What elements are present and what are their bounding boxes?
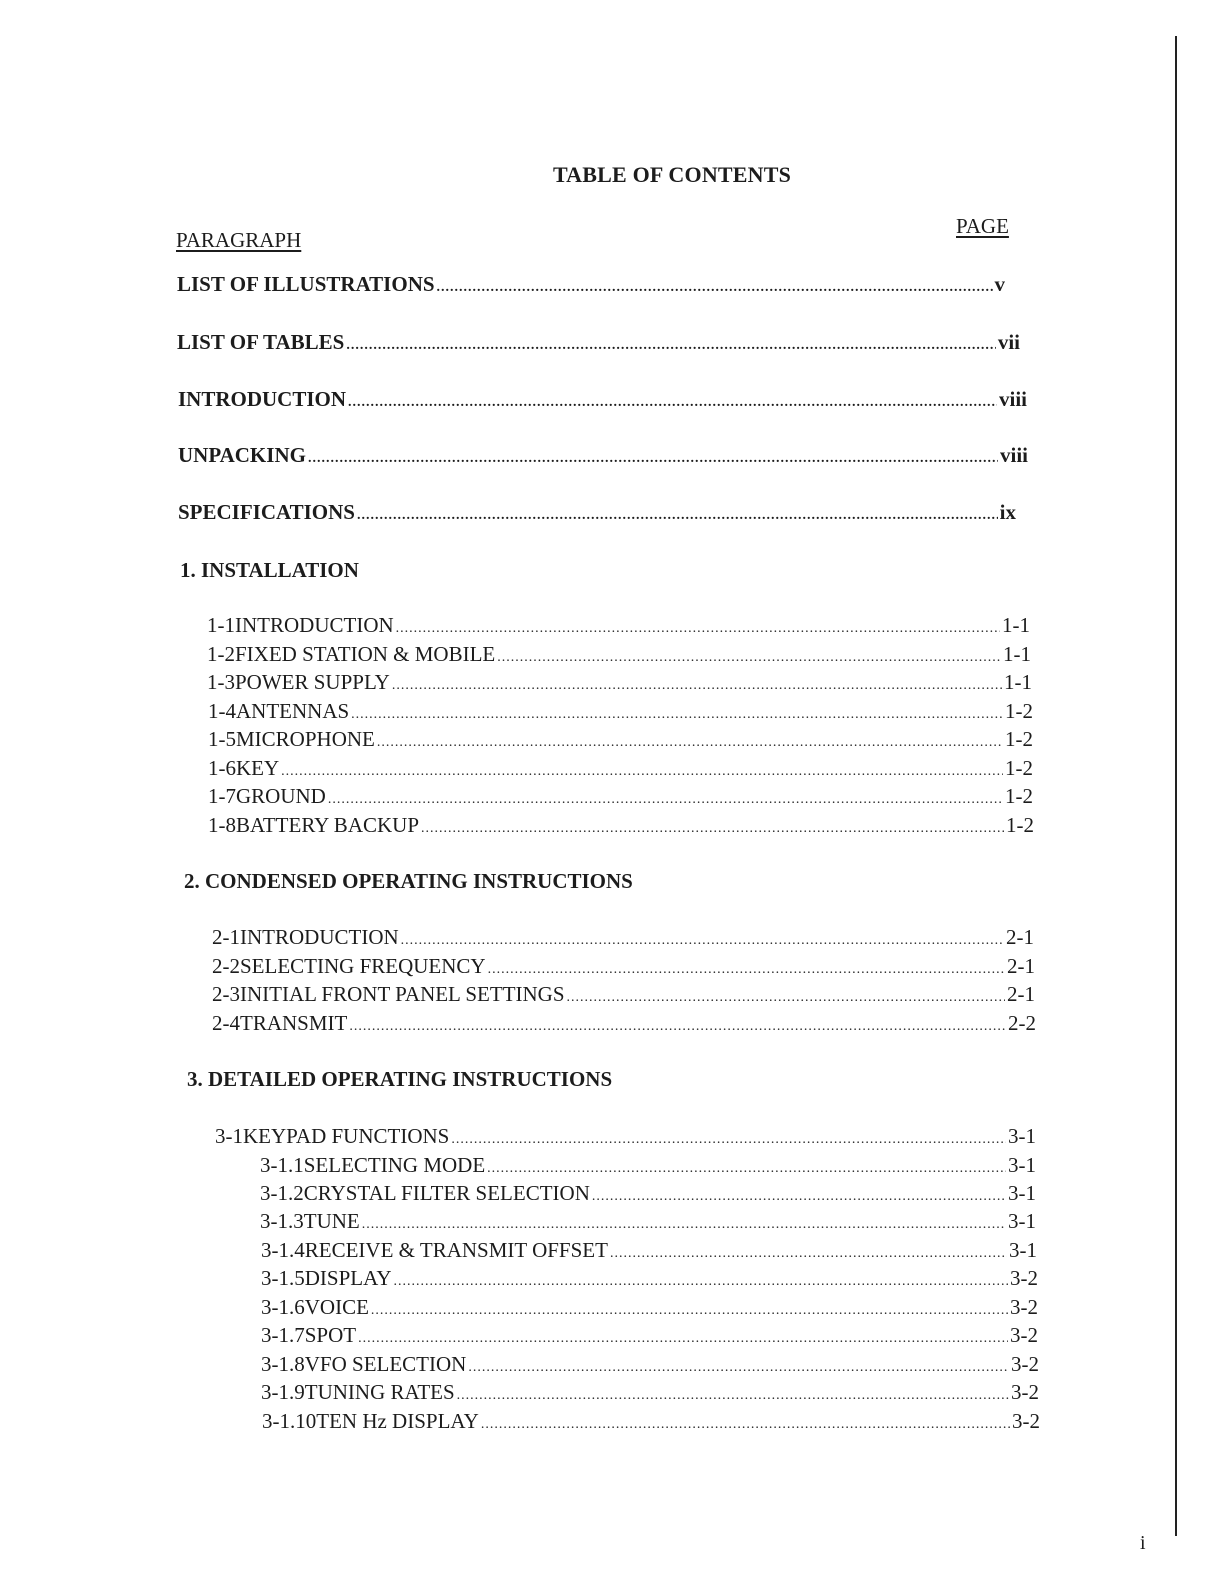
toc-subentry bbox=[208, 699, 1033, 724]
leader-dots bbox=[401, 934, 1004, 948]
toc-entry-number: 3-1 bbox=[215, 1124, 243, 1148]
toc-entry-label: CRYSTAL FILTER SELECTION bbox=[303, 1181, 590, 1205]
toc-subentry bbox=[208, 727, 1033, 752]
toc-entry-introduction bbox=[178, 387, 1027, 412]
toc-entry-label: TUNE bbox=[303, 1209, 360, 1233]
toc-subentry bbox=[207, 670, 1032, 695]
toc-entry-page: 1-1 bbox=[1002, 613, 1030, 637]
toc-entry-number: 1-7 bbox=[208, 784, 236, 808]
leader-dots bbox=[392, 679, 1002, 693]
toc-entry-page: 3-1 bbox=[1008, 1153, 1036, 1177]
toc-entry-page: 3-1 bbox=[1008, 1209, 1036, 1233]
toc-entry-number: 1-3 bbox=[207, 670, 235, 694]
toc-entry-page: 1-2 bbox=[1005, 784, 1033, 808]
toc-entry-label: LIST OF ILLUSTRATIONS bbox=[177, 272, 435, 296]
leader-dots bbox=[371, 1304, 1008, 1318]
toc-entry-page: 2-1 bbox=[1006, 925, 1034, 949]
toc-entry-label: SPECIFICATIONS bbox=[178, 500, 355, 524]
toc-entry-label: INTRODUCTION bbox=[240, 925, 399, 949]
leader-dots bbox=[357, 509, 998, 523]
toc-subsubentry bbox=[261, 1380, 1039, 1405]
toc-entry-number: 2-2 bbox=[212, 954, 240, 978]
toc-entry-page: 1-2 bbox=[1006, 813, 1034, 837]
toc-subsubentry bbox=[260, 1153, 1036, 1178]
toc-entry-number: 1-1 bbox=[207, 613, 235, 637]
toc-entry-list-of-illustrations bbox=[177, 272, 1005, 297]
leader-dots bbox=[394, 1275, 1009, 1289]
section-heading-installation: 1. INSTALLATION bbox=[180, 558, 359, 582]
toc-entry-number: 3-1.5 bbox=[261, 1266, 305, 1290]
leader-dots bbox=[468, 1361, 1009, 1375]
toc-entry-number: 3-1.3 bbox=[260, 1209, 304, 1233]
toc-subsubentry bbox=[261, 1295, 1038, 1320]
toc-entry-page: 1-1 bbox=[1003, 642, 1031, 666]
toc-entry-label: INTRODUCTION bbox=[178, 387, 347, 411]
toc-subsubentry bbox=[261, 1266, 1038, 1291]
paragraph-column-header: PARAGRAPH bbox=[176, 228, 302, 252]
toc-subsubentry bbox=[261, 1323, 1038, 1348]
toc-subentry bbox=[212, 925, 1034, 950]
toc-entry-label: TEN Hz DISPLAY bbox=[316, 1409, 479, 1433]
toc-subentry bbox=[208, 756, 1033, 781]
toc-entry-label: MICROPHONE bbox=[236, 727, 375, 751]
toc-entry-number: 3-1.9 bbox=[261, 1380, 305, 1404]
toc-entry-label: DISPLAY bbox=[304, 1266, 392, 1290]
leader-dots bbox=[377, 736, 1003, 750]
toc-entry-number: 3-1.10 bbox=[262, 1409, 317, 1433]
toc-entry-number: 1-2 bbox=[207, 642, 235, 666]
leader-dots bbox=[396, 622, 1000, 636]
toc-entry-label: GROUND bbox=[236, 784, 326, 808]
leader-dots bbox=[437, 281, 993, 295]
toc-entry-page: 2-2 bbox=[1008, 1011, 1036, 1035]
leader-dots bbox=[488, 963, 1005, 977]
toc-entry-label: POWER SUPPLY bbox=[235, 670, 390, 694]
toc-subentry bbox=[212, 982, 1035, 1007]
toc-entry-page: 1-2 bbox=[1005, 756, 1033, 780]
toc-subsubentry bbox=[260, 1181, 1036, 1206]
toc-entry-page: 3-2 bbox=[1010, 1323, 1038, 1347]
toc-entry-label: UNPACKING bbox=[178, 443, 306, 467]
toc-subentry bbox=[212, 1011, 1036, 1036]
toc-entry-label: INTRODUCTION bbox=[235, 613, 394, 637]
toc-entry-page: 3-2 bbox=[1010, 1266, 1038, 1290]
toc-entry-number: 1-4 bbox=[208, 699, 236, 723]
leader-dots bbox=[497, 651, 1001, 665]
toc-entry-label: INITIAL FRONT PANEL SETTINGS bbox=[240, 982, 565, 1006]
leader-dots bbox=[328, 793, 1003, 807]
toc-entry-number: 1-6 bbox=[208, 756, 236, 780]
toc-entry-label: RECEIVE & TRANSMIT OFFSET bbox=[304, 1238, 608, 1262]
toc-entry-label: VFO SELECTION bbox=[304, 1352, 467, 1376]
toc-entry-label: LIST OF TABLES bbox=[177, 330, 345, 354]
toc-entry-label: ANTENNAS bbox=[236, 699, 350, 723]
toc-entry-number: 2-3 bbox=[212, 982, 240, 1006]
leader-dots bbox=[348, 396, 997, 410]
toc-entry-label: SELECTING MODE bbox=[303, 1153, 486, 1177]
leader-dots bbox=[592, 1190, 1006, 1204]
toc-entry-label: KEYPAD FUNCTIONS bbox=[243, 1124, 450, 1148]
toc-entry-page: 2-1 bbox=[1007, 982, 1035, 1006]
page-column-header: PAGE bbox=[956, 214, 1009, 238]
toc-entry-specifications bbox=[178, 500, 1016, 525]
toc-subentry bbox=[207, 642, 1031, 667]
toc-entry-number: 3-1.8 bbox=[261, 1352, 305, 1376]
page-number: i bbox=[1140, 1532, 1146, 1554]
toc-entry-page: 2-1 bbox=[1007, 954, 1035, 978]
toc-entry-page: 3-1 bbox=[1008, 1124, 1036, 1148]
toc-entry-label: TRANSMIT bbox=[240, 1011, 348, 1035]
toc-entry-label: BATTERY BACKUP bbox=[236, 813, 420, 837]
toc-entry-number: 3-1.7 bbox=[261, 1323, 305, 1347]
toc-entry-label: TUNING RATES bbox=[304, 1380, 455, 1404]
leader-dots bbox=[421, 822, 1004, 836]
toc-subentry bbox=[208, 784, 1033, 809]
toc-entry-page: 1-2 bbox=[1005, 699, 1033, 723]
toc-entry-page: ix bbox=[999, 500, 1016, 524]
toc-subsubentry bbox=[261, 1238, 1037, 1263]
toc-entry-page: 1-2 bbox=[1005, 727, 1033, 751]
leader-dots bbox=[451, 1133, 1006, 1147]
leader-dots bbox=[351, 708, 1003, 722]
leader-dots bbox=[567, 991, 1005, 1005]
leader-dots bbox=[358, 1332, 1008, 1346]
toc-subsubentry bbox=[261, 1352, 1039, 1377]
leader-dots bbox=[308, 452, 998, 466]
toc-entry-label: FIXED STATION & MOBILE bbox=[235, 642, 496, 666]
toc-entry-number: 3-1.2 bbox=[260, 1181, 304, 1205]
toc-entry-page: viii bbox=[998, 387, 1027, 411]
toc-entry-page: v bbox=[994, 272, 1005, 296]
leader-dots bbox=[610, 1247, 1007, 1261]
section-heading-condensed-operating-instructions: 2. CONDENSED OPERATING INSTRUCTIONS bbox=[184, 869, 633, 893]
toc-entry-page: 3-2 bbox=[1011, 1380, 1039, 1404]
toc-entry-page: 3-2 bbox=[1010, 1295, 1038, 1319]
toc-entry-label: SPOT bbox=[304, 1323, 357, 1347]
toc-entry-page: vii bbox=[997, 330, 1020, 354]
toc-entry-list-of-tables bbox=[177, 330, 1020, 355]
toc-entry-label: VOICE bbox=[304, 1295, 369, 1319]
toc-entry-page: 3-2 bbox=[1011, 1352, 1039, 1376]
toc-entry-label: KEY bbox=[236, 756, 280, 780]
toc-entry-number: 1-5 bbox=[208, 727, 236, 751]
leader-dots bbox=[457, 1389, 1009, 1403]
toc-entry-number: 3-1.6 bbox=[261, 1295, 305, 1319]
toc-entry-number: 2-4 bbox=[212, 1011, 240, 1035]
right-margin-rule bbox=[1175, 36, 1177, 1536]
leader-dots bbox=[281, 765, 1003, 779]
toc-entry-page: viii bbox=[999, 443, 1028, 467]
toc-entry-number: 1-8 bbox=[208, 813, 236, 837]
toc-entry-unpacking bbox=[178, 443, 1028, 468]
page-title: TABLE OF CONTENTS bbox=[552, 162, 792, 187]
toc-entry-page: 3-2 bbox=[1012, 1409, 1040, 1433]
leader-dots bbox=[487, 1162, 1006, 1176]
toc-subsubentry bbox=[260, 1209, 1036, 1234]
toc-entry-label: SELECTING FREQUENCY bbox=[240, 954, 486, 978]
toc-subsubentry bbox=[262, 1409, 1040, 1434]
section-heading-detailed-operating-instructions: 3. DETAILED OPERATING INSTRUCTIONS bbox=[187, 1067, 613, 1091]
toc-entry-page: 3-1 bbox=[1009, 1238, 1037, 1262]
toc-subentry bbox=[215, 1124, 1036, 1149]
leader-dots bbox=[362, 1218, 1006, 1232]
leader-dots bbox=[349, 1020, 1006, 1034]
toc-entry-page: 3-1 bbox=[1008, 1181, 1036, 1205]
toc-subentry bbox=[212, 954, 1035, 979]
toc-entry-number: 3-1.1 bbox=[260, 1153, 304, 1177]
leader-dots bbox=[481, 1418, 1010, 1432]
toc-entry-page: 1-1 bbox=[1004, 670, 1032, 694]
toc-subentry bbox=[208, 813, 1034, 838]
leader-dots bbox=[346, 339, 996, 353]
toc-entry-number: 2-1 bbox=[212, 925, 240, 949]
toc-entry-number: 3-1.4 bbox=[261, 1238, 305, 1262]
toc-subentry bbox=[207, 613, 1030, 638]
